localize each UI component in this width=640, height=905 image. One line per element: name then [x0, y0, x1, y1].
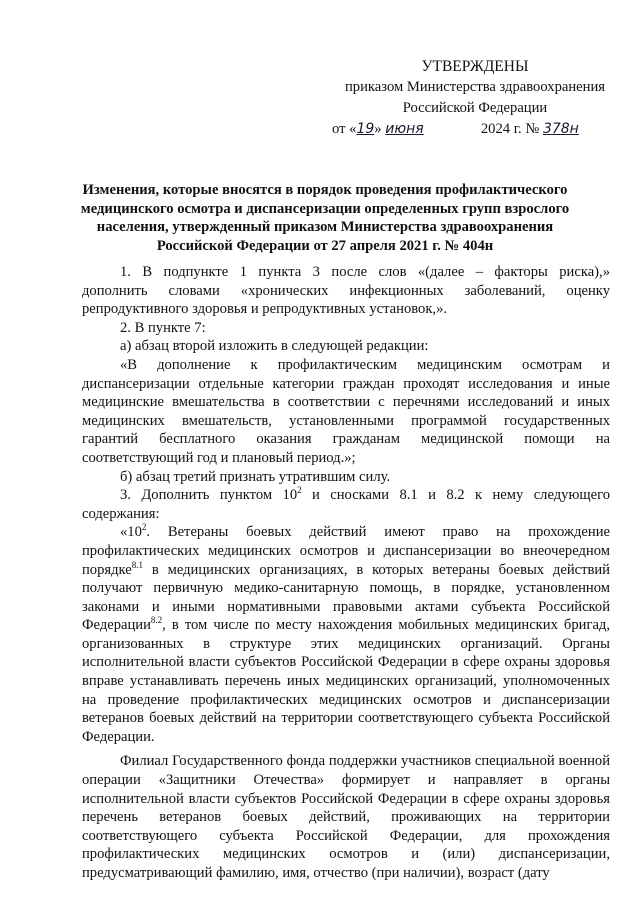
- handwritten-day: 19: [356, 121, 375, 137]
- paragraph-7-text-b: . Ветераны боевых действий имеют право на прохождение профилактических медицинских осмотров и диспансеризации во внеочередном порядке: [82, 524, 610, 578]
- approval-block: [330, 56, 620, 140]
- paragraph-3: а) абзац второй изложить в следующей редакции:: [120, 338, 429, 355]
- paragraph-6: [82, 486, 610, 523]
- paragraph-6-superscript: 2: [297, 485, 302, 496]
- paragraph-7-superscript: 2: [141, 522, 147, 533]
- approval-date-line: [330, 119, 620, 140]
- paragraph-2: 2. В пункте 7:: [120, 319, 206, 336]
- document-body: [82, 263, 610, 883]
- handwritten-number: 378н: [542, 121, 579, 137]
- date-prefix: от «: [332, 121, 357, 137]
- paragraph-7: [82, 523, 610, 746]
- approval-country: Российской Федерации: [402, 100, 548, 116]
- paragraph-7-text-c: в медицинских организациях, в которых ветераны боевых действий получают первичную медико-санитарную помощь, в порядке, установленном законами и иными нормативными правовыми актами субъекта Российской Федерации: [82, 561, 610, 634]
- paragraph-1-line-2: дополнить словами «хронических инфекционных заболеваний, оценку: [82, 282, 610, 299]
- paragraph-1-line-3: репродуктивного здоровья и репродуктивных установок,».: [82, 301, 448, 318]
- handwritten-month: июня: [385, 121, 424, 137]
- paragraph-6-text-a: 3. Дополнить пунктом 10: [120, 487, 298, 504]
- date-mid: »: [374, 121, 382, 137]
- paragraph-7-text-a: «10: [120, 524, 142, 541]
- date-year: 2024 г. №: [480, 121, 540, 137]
- footnote-ref-8-1: 8.1: [131, 559, 143, 570]
- paragraph-8: Филиал Государственного фонда поддержки участников специальной военной операции «Защитники Отечества» формирует и направляет в органы исполнительной власти субъектов Российской Федерации в сфере охраны здоровья перечень ветеранов боевых действий, проживающих на территории соответствующего субъекта Российской Федерации, для прохождения профилактических медицинских осмотров и (или) диспансеризации, предусматривающий фамилию, имя, отчество (при наличии), возраст (дату: [82, 753, 610, 881]
- footnote-ref-8-2: 8.2: [150, 615, 163, 626]
- paragraph-6-text-b: и сносками 8.1 и 8.2 к нему следующего содержания:: [82, 487, 611, 522]
- paragraph-1-line-1: 1. В подпункте 1 пункта 3 после слов «(далее – факторы риска),»: [120, 264, 610, 280]
- document-title: Изменения, которые вносятся в порядок проведения профилактического медицинского осмотра и диспансеризации определенных групп взрослого населения, утвержденный приказом Министерства здравоохранения Российской Федерации от 27 апреля 2021 г. № 404н: [80, 182, 570, 254]
- paragraph-4: «В дополнение к профилактическим медицинским осмотрам и диспансеризации отдельные категории граждан проходят исследования и иные медицинские вмешательства в соответствии с перечнями исследований и иных медицинских вмешательств, установленными программой государственных гарантий бесплатного оказания гражданам медицинской помощи на соответствующий год и плановый период.»;: [82, 356, 610, 466]
- approval-ministry: приказом Министерства здравоохранения: [345, 79, 605, 95]
- paragraph-5: б) абзац третий признать утратившим силу.: [120, 468, 391, 485]
- paragraph-7-text-d: , в том числе по месту нахождения мобильных медицинских бригад, организованных в структуре этих медицинских организаций. Органы исполнительной власти субъектов Российской Федерации в сфере охраны здоровья вправе устанавливать перечень иных медицинских организаций, уполномоченных на проведение профилактических медицинских осмотров и диспансеризации ветеранов боевых действий на территории соответствующего субъекта Российской Федерации.: [82, 617, 610, 745]
- approval-heading: УТВЕРЖДЕНЫ: [421, 58, 529, 75]
